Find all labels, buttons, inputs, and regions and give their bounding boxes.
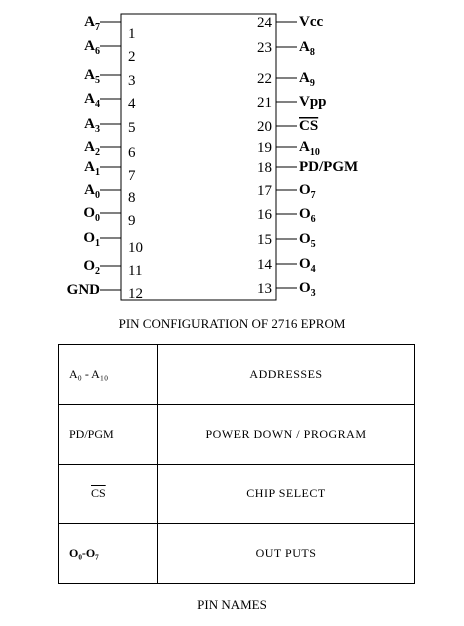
pin-names-caption: PIN NAMES [197,597,267,612]
pin-number: 11 [128,263,143,279]
right-pin [257,182,316,201]
left-pin [84,38,135,65]
pin-label: PD/PGM [299,159,359,175]
right-pin [257,206,316,225]
right-pin [257,39,315,58]
pin-configuration-caption: PIN CONFIGURATION OF 2716 EPROM [118,316,346,331]
table-row [59,345,415,405]
pin-number: 20 [257,119,272,135]
left-pin [84,182,135,206]
pin-label: $O_6$ [299,206,316,225]
pin-cell: PD/PGM [59,404,158,464]
pin-number: 7 [128,168,136,184]
right-pin [257,118,318,135]
right-pin [257,70,315,89]
pin-label: CS [299,118,319,134]
pin-number: 6 [128,145,136,161]
pin-number: 8 [128,190,136,206]
left-pin [83,230,143,256]
left-pin [84,67,135,89]
pin-number: 12 [128,286,143,302]
pin-label: $O_4$ [299,256,316,275]
left-pin [84,139,136,161]
pin-number: 16 [257,207,272,223]
pin-number: 22 [257,71,272,87]
right-pin [257,139,320,158]
pin-number: 21 [257,95,272,111]
pin-label: $O_7$ [299,182,316,201]
pin-number: 2 [128,49,136,65]
pin-number: 18 [257,160,272,176]
pin-number: 9 [128,213,136,229]
pin-number: 4 [128,96,136,112]
left-pin [83,205,135,229]
pin-label: $A_{10}$ [299,139,320,158]
pin-diagram [0,0,464,310]
pin-label: $O_2$ [83,258,100,277]
pin-label: $A_5$ [84,67,100,86]
right-pin [257,14,323,31]
table-row [59,464,415,524]
left-pin [84,91,136,112]
pin-label: $O_5$ [299,231,316,250]
right-pin [257,231,316,250]
pin-label: $A_8$ [299,39,315,58]
name-cell: OUT PUTS [158,524,415,584]
pin-label: Vcc [299,14,324,30]
pin-number: 15 [257,232,272,248]
pin-label: GND [66,282,100,298]
pin-number: 14 [257,257,272,273]
pin-number: 13 [257,281,272,297]
pin-cell [59,464,158,524]
pin-number: 1 [128,26,136,42]
pin-label: $A_7$ [84,14,100,33]
table-row [59,524,415,584]
pin-label: $A_2$ [84,139,100,158]
chip-body [121,14,276,300]
pin-label: $A_0$ [84,182,100,201]
pin-label: $A_4$ [84,91,100,110]
pin-label: $O_0$ [83,205,100,224]
pin-number: 24 [257,15,272,31]
pin-number: 10 [128,240,143,256]
left-pins [67,14,143,302]
left-pin [84,159,136,184]
pin-label: $A_6$ [84,38,100,57]
right-pin [257,159,358,176]
pin-label: $A_3$ [84,116,100,135]
name-cell: CHIP SELECT [158,464,415,524]
chip-select-pin: $\overline{CS}$ [91,486,106,501]
table-row [59,404,415,464]
right-pin [257,280,316,299]
pin-names-table [58,344,415,584]
pin-label: $O_1$ [83,230,100,249]
left-pin [83,258,142,279]
right-pins [257,14,358,299]
name-cell: POWER DOWN / PROGRAM [158,404,415,464]
pin-label: $A_9$ [299,70,315,89]
pin-number: 5 [128,120,136,136]
left-pin [67,282,143,302]
pin-cell: A₀ - A₁₀ [59,345,158,405]
pin-number: 17 [257,183,272,199]
pin-number: 23 [257,40,272,56]
pin-number: 19 [257,140,272,156]
pin-number: 3 [128,73,136,89]
pin-cell: O₀-O₇ [59,524,158,584]
pin-label: Vpp [299,94,327,110]
right-pin [257,256,316,275]
name-cell: ADDRESSES [158,345,415,405]
left-pin [84,116,135,136]
pin-label: $O_3$ [299,280,316,299]
pin-label: $A_1$ [84,159,100,178]
right-pin [257,94,327,111]
